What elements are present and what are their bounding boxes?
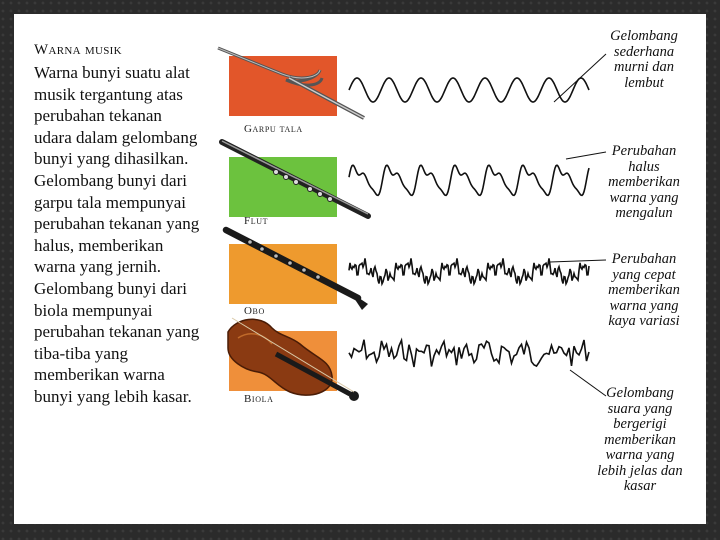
caption-oboe [594, 252, 694, 330]
body-line: Warna bunyi suatu alat [34, 63, 190, 82]
caption-line: kaya variasi [608, 313, 680, 329]
waveform-line [349, 78, 589, 102]
tuning-fork-label: Garpu tala [244, 123, 303, 135]
tuning-fork-icon [218, 48, 364, 118]
caption-line: bergerigi [613, 416, 667, 432]
body-line: biola mempunyai [34, 300, 153, 320]
caption-line: murni dan [613, 59, 675, 75]
body-line: memberikan warna [34, 365, 165, 385]
caption-line: halus [628, 158, 660, 175]
caption-line: Perubahan [611, 143, 677, 159]
body-line: bunyi yang lebih kasar. [34, 386, 192, 406]
document-page [14, 14, 706, 524]
body-line: perubahan tekanan [34, 106, 162, 126]
caption-line: Gelombang [610, 28, 678, 44]
body-line: musik tergantung atas [34, 84, 183, 104]
caption-line: warna yang [605, 447, 675, 463]
section-heading: Warna musik [34, 42, 122, 58]
body-line: halus, memberikan [34, 235, 164, 255]
caption-line: memberikan [604, 431, 676, 448]
caption-line: sederhana [613, 43, 675, 60]
body-line: Gelombang bunyi dari [34, 278, 187, 298]
body-line: Gelombang bunyi dari [34, 170, 187, 190]
caption-line: memberikan [608, 174, 680, 190]
varied-waveform [349, 236, 594, 308]
body-line: bunyi yang dihasilkan. [34, 149, 189, 169]
caption-tuning-fork [594, 29, 694, 91]
waveform-line [349, 340, 589, 367]
caption-line: lembut [624, 74, 664, 91]
caption-line: memberikan [608, 282, 680, 298]
caption-line: kasar [623, 478, 657, 494]
body-line: tiba-tiba yang [34, 343, 128, 363]
caption-violin [584, 386, 696, 495]
flute-icon [222, 141, 368, 216]
oboe-label: Obo [244, 305, 265, 317]
flute-label: Flut [244, 215, 269, 227]
body-line: warna yang jernih. [34, 257, 161, 277]
oboe-icon [226, 230, 368, 310]
gentle-waveform [349, 144, 594, 216]
waveform-line [349, 258, 589, 283]
waveform-line [349, 165, 589, 195]
jagged-waveform [349, 317, 594, 389]
caption-line: lebih jelas dan [597, 462, 683, 479]
caption-line: Gelombang [606, 385, 674, 401]
body-line: perubahan tekanan yang [34, 214, 200, 234]
caption-line: warna yang [609, 297, 679, 314]
body-line: perubahan tekanan yang [34, 322, 200, 342]
body-line: udara dalam gelombang [34, 127, 198, 147]
caption-line: mengalun [615, 205, 673, 221]
smooth-waveform [349, 54, 594, 126]
violin-label: Biola [244, 393, 274, 405]
caption-flute [594, 144, 694, 222]
caption-line: Perubahan [611, 251, 677, 267]
caption-line: warna yang [609, 189, 679, 206]
caption-line: suara yang [607, 400, 673, 417]
body-line: garpu tala mempunyai [34, 192, 187, 212]
violin-icon [228, 318, 359, 401]
caption-line: yang cepat [612, 266, 676, 283]
